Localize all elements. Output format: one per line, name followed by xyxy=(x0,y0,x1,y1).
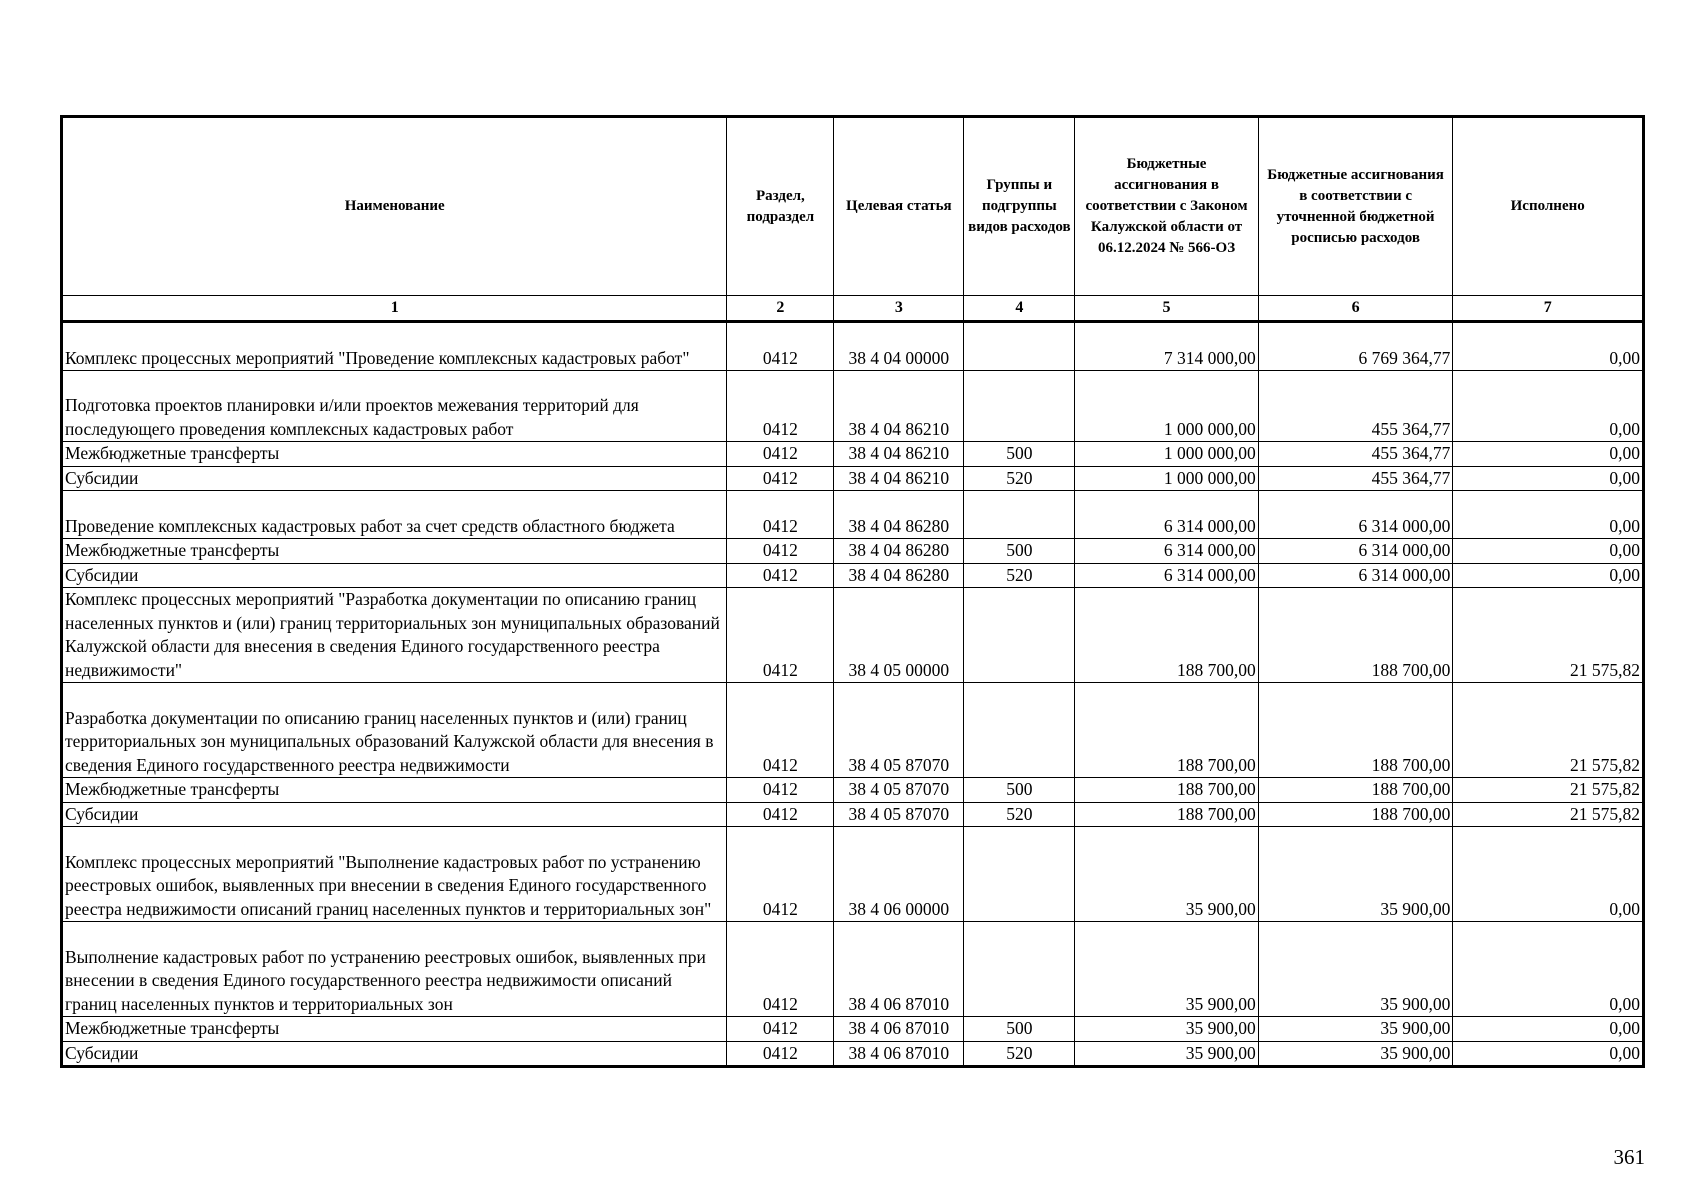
row-refined: 6 314 000,00 xyxy=(1258,563,1453,588)
row-executed: 0,00 xyxy=(1453,1041,1644,1067)
header-target: Целевая статья xyxy=(834,117,964,296)
column-number: 7 xyxy=(1453,296,1644,322)
header-section: Раздел, подраздел xyxy=(727,117,834,296)
row-executed: 0,00 xyxy=(1453,539,1644,564)
row-target: 38 4 04 86210 xyxy=(834,466,964,491)
row-executed: 0,00 xyxy=(1453,827,1644,922)
table-row xyxy=(62,539,1644,564)
row-name: Субсидии xyxy=(62,466,727,491)
row-target: 38 4 04 86210 xyxy=(834,442,964,467)
row-name: Подготовка проектов планировки и/или проектов межевания территорий для последующего проведения комплексных кадастровых работ xyxy=(62,371,727,442)
row-section: 0412 xyxy=(727,827,834,922)
row-refined: 6 769 364,77 xyxy=(1258,322,1453,371)
row-executed: 0,00 xyxy=(1453,563,1644,588)
column-number: 5 xyxy=(1075,296,1259,322)
column-number-row xyxy=(62,296,1644,322)
row-target: 38 4 04 86280 xyxy=(834,491,964,539)
row-section: 0412 xyxy=(727,922,834,1017)
row-section: 0412 xyxy=(727,802,834,827)
row-executed: 21 575,82 xyxy=(1453,778,1644,803)
row-target: 38 4 04 86210 xyxy=(834,371,964,442)
row-refined: 6 314 000,00 xyxy=(1258,491,1453,539)
row-target: 38 4 06 87010 xyxy=(834,1017,964,1042)
row-section: 0412 xyxy=(727,442,834,467)
row-group xyxy=(964,491,1075,539)
row-executed: 21 575,82 xyxy=(1453,802,1644,827)
row-target: 38 4 06 87010 xyxy=(834,1041,964,1067)
row-refined: 188 700,00 xyxy=(1258,588,1453,683)
row-refined: 35 900,00 xyxy=(1258,1041,1453,1067)
row-name: Субсидии xyxy=(62,802,727,827)
row-group xyxy=(964,588,1075,683)
row-section: 0412 xyxy=(727,778,834,803)
header-groups: Группы и подгруппы видов расходов xyxy=(964,117,1075,296)
table-row xyxy=(62,322,1644,371)
row-law: 35 900,00 xyxy=(1075,1017,1259,1042)
row-law: 35 900,00 xyxy=(1075,827,1259,922)
row-target: 38 4 06 87010 xyxy=(834,922,964,1017)
row-section: 0412 xyxy=(727,1041,834,1067)
row-target: 38 4 04 00000 xyxy=(834,322,964,371)
page-number: 361 xyxy=(1613,1145,1645,1169)
row-group xyxy=(964,322,1075,371)
row-group: 500 xyxy=(964,442,1075,467)
row-law: 188 700,00 xyxy=(1075,683,1259,778)
table-row xyxy=(62,683,1644,778)
row-group: 500 xyxy=(964,778,1075,803)
row-law: 6 314 000,00 xyxy=(1075,563,1259,588)
table-row xyxy=(62,588,1644,683)
row-law: 188 700,00 xyxy=(1075,802,1259,827)
row-section: 0412 xyxy=(727,588,834,683)
row-name: Комплекс процессных мероприятий "Проведение комплексных кадастровых работ" xyxy=(62,322,727,371)
row-section: 0412 xyxy=(727,491,834,539)
row-section: 0412 xyxy=(727,683,834,778)
table-row xyxy=(62,922,1644,1017)
row-group xyxy=(964,683,1075,778)
column-number: 6 xyxy=(1258,296,1453,322)
row-law: 188 700,00 xyxy=(1075,778,1259,803)
row-name: Межбюджетные трансферты xyxy=(62,442,727,467)
row-refined: 35 900,00 xyxy=(1258,922,1453,1017)
row-executed: 0,00 xyxy=(1453,442,1644,467)
row-refined: 455 364,77 xyxy=(1258,442,1453,467)
row-target: 38 4 05 87070 xyxy=(834,683,964,778)
row-group xyxy=(964,827,1075,922)
header-executed: Исполнено xyxy=(1453,117,1644,296)
row-refined: 35 900,00 xyxy=(1258,1017,1453,1042)
budget-table xyxy=(60,115,1645,1068)
row-law: 1 000 000,00 xyxy=(1075,442,1259,467)
row-name: Выполнение кадастровых работ по устранению реестровых ошибок, выявленных при внесении в сведения Единого государственного реестра недвижимости описаний границ населенных пунктов и территориальных зон xyxy=(62,922,727,1017)
row-group xyxy=(964,371,1075,442)
row-refined: 455 364,77 xyxy=(1258,466,1453,491)
row-name: Межбюджетные трансферты xyxy=(62,1017,727,1042)
table-row xyxy=(62,827,1644,922)
row-target: 38 4 06 00000 xyxy=(834,827,964,922)
row-group: 520 xyxy=(964,563,1075,588)
row-group: 500 xyxy=(964,539,1075,564)
row-name: Субсидии xyxy=(62,563,727,588)
row-executed: 0,00 xyxy=(1453,1017,1644,1042)
row-group xyxy=(964,922,1075,1017)
row-refined: 188 700,00 xyxy=(1258,802,1453,827)
row-group: 520 xyxy=(964,802,1075,827)
row-refined: 35 900,00 xyxy=(1258,827,1453,922)
row-group: 500 xyxy=(964,1017,1075,1042)
row-law: 7 314 000,00 xyxy=(1075,322,1259,371)
row-executed: 0,00 xyxy=(1453,371,1644,442)
row-name: Комплекс процессных мероприятий "Разработка документации по описанию границ населенных пунктов и (или) границ территориальных зон муниципальных образований Калужской области для внесения в сведения Единого государственного реестра недвижимости" xyxy=(62,588,727,683)
header-law: Бюджетные ассигнования в соответствии с Законом Калужской области от 06.12.2024 № 566-ОЗ xyxy=(1075,117,1259,296)
column-number: 3 xyxy=(834,296,964,322)
row-name: Разработка документации по описанию границ населенных пунктов и (или) границ территориальных зон муниципальных образований Калужской области для внесения в сведения Единого государственного реестра недвижимости xyxy=(62,683,727,778)
row-name: Межбюджетные трансферты xyxy=(62,539,727,564)
row-target: 38 4 05 87070 xyxy=(834,802,964,827)
header-name: Наименование xyxy=(62,117,727,296)
row-law: 1 000 000,00 xyxy=(1075,466,1259,491)
row-executed: 0,00 xyxy=(1453,491,1644,539)
column-number: 4 xyxy=(964,296,1075,322)
row-refined: 188 700,00 xyxy=(1258,683,1453,778)
row-law: 6 314 000,00 xyxy=(1075,491,1259,539)
row-name: Межбюджетные трансферты xyxy=(62,778,727,803)
table-row xyxy=(62,802,1644,827)
row-target: 38 4 04 86280 xyxy=(834,563,964,588)
row-law: 35 900,00 xyxy=(1075,1041,1259,1067)
row-target: 38 4 05 00000 xyxy=(834,588,964,683)
row-target: 38 4 04 86280 xyxy=(834,539,964,564)
row-refined: 455 364,77 xyxy=(1258,371,1453,442)
row-name: Проведение комплексных кадастровых работ за счет средств областного бюджета xyxy=(62,491,727,539)
row-section: 0412 xyxy=(727,539,834,564)
row-refined: 6 314 000,00 xyxy=(1258,539,1453,564)
table-row xyxy=(62,1017,1644,1042)
row-section: 0412 xyxy=(727,371,834,442)
row-law: 188 700,00 xyxy=(1075,588,1259,683)
row-section: 0412 xyxy=(727,466,834,491)
table-row xyxy=(62,442,1644,467)
table-row xyxy=(62,491,1644,539)
row-executed: 21 575,82 xyxy=(1453,683,1644,778)
row-name: Комплекс процессных мероприятий "Выполнение кадастровых работ по устранению реестровых ошибок, выявленных при внесении в сведения Единого государственного реестра недвижимости описаний границ населенных пунктов и территориальных зон" xyxy=(62,827,727,922)
row-group: 520 xyxy=(964,466,1075,491)
table-row xyxy=(62,466,1644,491)
table-row xyxy=(62,563,1644,588)
row-name: Субсидии xyxy=(62,1041,727,1067)
row-executed: 0,00 xyxy=(1453,922,1644,1017)
row-executed: 21 575,82 xyxy=(1453,588,1644,683)
row-law: 1 000 000,00 xyxy=(1075,371,1259,442)
row-section: 0412 xyxy=(727,563,834,588)
column-number: 2 xyxy=(727,296,834,322)
row-target: 38 4 05 87070 xyxy=(834,778,964,803)
row-group: 520 xyxy=(964,1041,1075,1067)
row-executed: 0,00 xyxy=(1453,466,1644,491)
header-refined: Бюджетные ассигнования в соответствии с уточненной бюджетной росписью расходов xyxy=(1258,117,1453,296)
row-refined: 188 700,00 xyxy=(1258,778,1453,803)
row-section: 0412 xyxy=(727,322,834,371)
table-row xyxy=(62,371,1644,442)
row-law: 35 900,00 xyxy=(1075,922,1259,1017)
table-row xyxy=(62,1041,1644,1067)
row-section: 0412 xyxy=(727,1017,834,1042)
header-row xyxy=(62,117,1644,296)
table-row xyxy=(62,778,1644,803)
row-law: 6 314 000,00 xyxy=(1075,539,1259,564)
row-executed: 0,00 xyxy=(1453,322,1644,371)
column-number: 1 xyxy=(62,296,727,322)
budget-table-sheet xyxy=(60,115,1645,1068)
